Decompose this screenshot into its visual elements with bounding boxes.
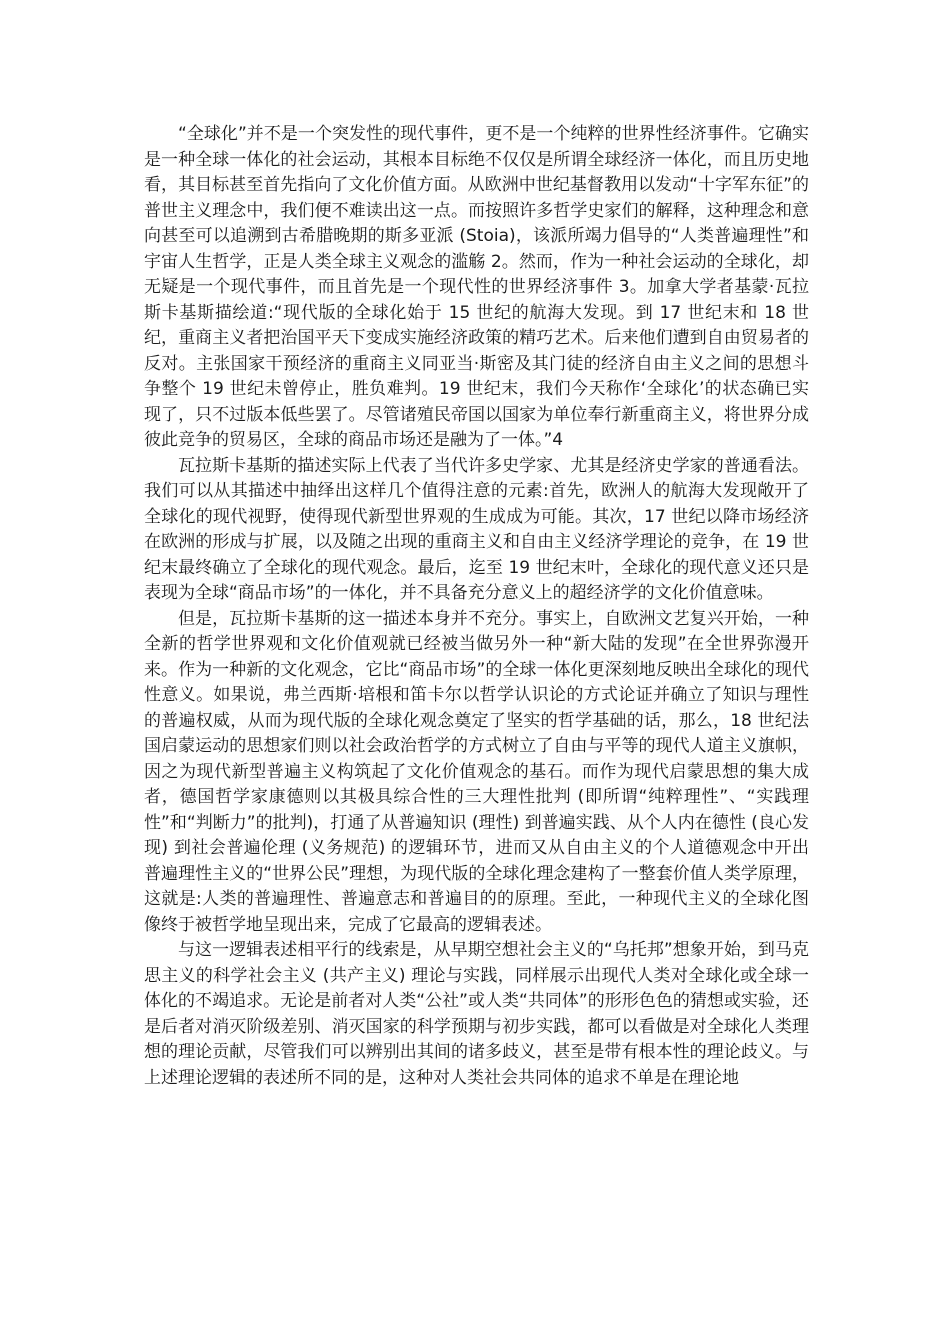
paragraph-2: 瓦拉斯卡基斯的描述实际上代表了当代许多史学家、尤其是经济史学家的普通看法。我们可以从其描述中抽绎出这样几个值得注意的元素:首先，欧洲人的航海大发现敞开了全球化的现代视野，使得现代新型世界观的生成成为可能。其次，17 世纪以降市场经济在欧洲的形成与扩展，以及随之出现的重商主义和自由主义经济学理论的竞争，在 19 世纪末最终确立了全球化的现代观念。最后，迄至 19 世纪末叶，全球化的现代意义还只是表现为全球“商品市场”的一体化，并不具备充分意义上的超经济学的文化价值意味。 <box>144 455 809 603</box>
paragraph-1: “全球化”并不是一个突发性的现代事件，更不是一个纯粹的世界性经济事件。它确实是一种全球一体化的社会运动，其根本目标绝不仅仅是所谓全球经济一体化，而且历史地看，其目标甚至首先指向了文化价值方面。从欧洲中世纪基督教用以发动“十字军东征”的普世主义理念中，我们便不难读出这一点。而按照许多哲学史家们的解释，这种理念和意向甚至可以追溯到古希腊晚期的斯多亚派 (Stoia)，该派所竭力倡导的“人类普遍理性”和宇宙人生哲学，正是人类全球主义观念的滥觞 2。然而，作为一种社会运动的全球化，却无疑是一个现代事件，而且首先是一个现代性的世界经济事件 3。加拿大学者基蒙·瓦拉斯卡基斯描绘道:“现代版的全球化始于 15 世纪的航海大发现。到 17 世纪末和 18 世纪，重商主义者把治国平天下变成实施经济政策的精巧艺术。后来他们遭到自由贸易者的反对。主张国家干预经济的重商主义同亚当·斯密及其门徒的经济自由主义之间的思想斗争整个 19 世纪未曾停止，胜负难判。19 世纪末，我们今天称作‘全球化’的状态确已实现了，只不过版本低些罢了。尽管诸殖民帝国以国家为单位奉行新重商主义，将世界分成彼此竞争的贸易区，全球的商品市场还是融为了一体。”4 <box>144 124 809 450</box>
body-text <box>144 122 809 1091</box>
paragraph-4: 与这一逻辑表述相平行的线索是，从早期空想社会主义的“乌托邦”想象开始，到马克思主义的科学社会主义 (共产主义) 理论与实践，同样展示出现代人类对全球化或全球一体化的不竭追求。无论是前者对人类“公社”或人类“共同体”的形形色色的猜想或实验，还是后者对消灭阶级差别、消灭国家的科学预期与初步实践，都可以看做是对全球化人类理想的理论贡献，尽管我们可以辨别出其间的诸多歧义，甚至是带有根本性的理论歧义。与上述理论逻辑的表述所不同的是，这种对人类社会共同体的追求不单是在理论地 <box>144 940 809 1088</box>
paragraph-3: 但是，瓦拉斯卡基斯的这一描述本身并不充分。事实上，自欧洲文艺复兴开始，一种全新的哲学世界观和文化价值观就已经被当做另外一种“新大陆的发现”在全世界弥漫开来。作为一种新的文化观念，它比“商品市场”的全球一体化更深刻地反映出全球化的现代性意义。如果说，弗兰西斯·培根和笛卡尔以哲学认识论的方式论证并确立了知识与理性的普遍权威，从而为现代版的全球化观念奠定了坚实的哲学基础的话，那么，18 世纪法国启蒙运动的思想家们则以社会政治哲学的方式树立了自由与平等的现代人道主义旗帜，因之为现代新型普遍主义构筑起了文化价值观念的基石。而作为现代启蒙思想的集大成者，德国哲学家康德则以其极具综合性的三大理性批判 (即所谓“纯粹理性”、“实践理性”和“判断力”的批判)，打通了从普遍知识 (理性) 到普遍实践、从个人内在德性 (良心发现) 到社会普遍伦理 (义务规范) 的逻辑环节，进而又从自由主义的个人道德观念中开出普遍理性主义的“世界公民”理想，为现代版的全球化理念建构了一整套价值人类学原理，这就是:人类的普遍理性、普遍意志和普遍目的的原理。至此，一种现代主义的全球化图像终于被哲学地呈现出来，完成了它最高的逻辑表述。 <box>144 608 809 935</box>
